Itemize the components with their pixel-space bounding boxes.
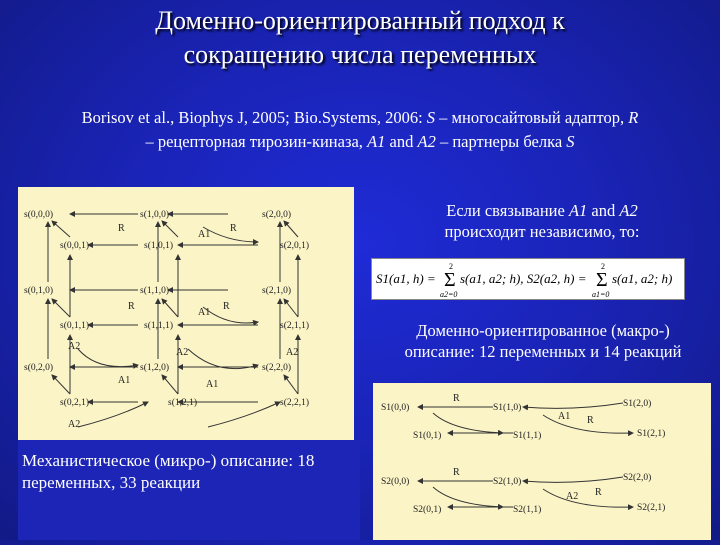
macro-s1-11: S1(1,1) (513, 431, 542, 441)
formula-term-2: s(a1, a2; h) (612, 271, 673, 286)
micro-diagram-panel (18, 187, 354, 440)
macro-diagram-panel (373, 383, 711, 540)
node-s110: s(1,1,0) (140, 286, 170, 296)
macro-line-1: Доменно-ориентированное (макро-) (416, 321, 670, 340)
subtitle-part-2: – рецепторная тирозин-киназа, (145, 132, 368, 151)
sum2-bottom: a1=0 (592, 290, 610, 299)
macro-s1-21: S1(2,1) (637, 429, 666, 439)
macro-text (370, 320, 716, 362)
edge-label-a1-1: A1 (198, 229, 211, 240)
node-s101: s(1,0,1) (144, 241, 174, 251)
slide-title (0, 4, 720, 72)
citation: Borisov et al., Biophys J, 2005; Bio.Systems, 2006: (81, 108, 423, 127)
macro-s2-00: S2(0,0) (381, 477, 410, 487)
macro-edge-labels (453, 393, 602, 502)
macro-s2-01: S2(0,1) (413, 505, 442, 515)
edge-label-a2-3: A2 (286, 347, 299, 358)
macro-s2-20: S2(2,0) (623, 473, 652, 483)
node-s001: s(0,0,1) (60, 241, 90, 251)
node-s120: s(1,2,0) (140, 363, 170, 373)
node-s100: s(1,0,0) (140, 210, 170, 220)
title-line-1: Доменно-ориентированный подход к (155, 6, 565, 35)
independence-line-1 (374, 200, 710, 221)
sum-sign-2-icon: Σ (596, 269, 608, 291)
subtitle (20, 106, 700, 154)
macro-s2-11: S2(1,1) (513, 505, 542, 515)
micro-line-1: Механистическое (микро-) описание: 18 (22, 451, 315, 470)
micro-node-labels (24, 209, 309, 408)
formula-lhs: S1(a1, h) = (376, 271, 436, 286)
macro-label-6: A2 (566, 491, 579, 502)
node-s011: s(0,1,1) (60, 321, 90, 331)
sym-a1: A1 (367, 132, 386, 151)
node-s010: s(0,1,0) (24, 286, 54, 296)
sym-r: R (628, 108, 639, 127)
sym-s: S (426, 108, 436, 127)
edge-label-r2: R (230, 223, 237, 234)
macro-s1-00: S1(0,0) (381, 403, 410, 413)
edge-label-a1-4: A1 (206, 379, 219, 390)
node-s211: s(2,1,1) (280, 321, 310, 331)
subtitle-part-1: – многосайтовый адаптор, (435, 108, 629, 127)
title-line-2: сокращению числа переменных (183, 40, 537, 69)
node-s210: s(2,1,0) (262, 286, 292, 296)
macro-diagram (373, 383, 711, 540)
macro-s2-21: S2(2,1) (637, 503, 666, 513)
macro-s1-10: S1(1,0) (493, 403, 522, 413)
edge-label-a1-2: A1 (198, 307, 211, 318)
node-s220: s(2,2,0) (262, 363, 292, 373)
macro-label-5: R (595, 487, 602, 498)
micro-description (22, 450, 362, 494)
sym-s-2: S (566, 132, 575, 151)
formula-panel (371, 258, 685, 300)
macro-node-labels (381, 398, 665, 515)
subtitle-part-3: – партнеры белка (435, 132, 567, 151)
edge-label-r1: R (118, 223, 125, 234)
edge-label-a1-3: A1 (118, 375, 131, 386)
sum1-top: 2 (449, 262, 453, 271)
macro-label-2: R (587, 415, 594, 426)
edge-label-a2-1: A2 (68, 341, 81, 352)
macro-s1-01: S1(0,1) (413, 431, 442, 441)
node-s200: s(2,0,0) (262, 210, 292, 220)
node-s201: s(2,0,1) (280, 241, 310, 251)
edge-label-r4: R (223, 301, 230, 312)
node-s111: s(1,1,1) (144, 321, 174, 331)
indep-a2: A2 (619, 201, 638, 220)
sum2-top: 2 (601, 262, 605, 271)
micro-line-2: переменных, 33 реакции (22, 473, 201, 492)
independence-line-2: происходит независимо, то: (444, 222, 640, 241)
edge-label-r3: R (128, 301, 135, 312)
independence-text (374, 200, 710, 242)
sym-a2: A2 (417, 132, 436, 151)
sum1-bottom: a2=0 (440, 290, 458, 299)
micro-diagram (18, 187, 354, 440)
sum-sign-1-icon: Σ (444, 269, 456, 291)
indep-part-a: Если связывание (446, 201, 569, 220)
macro-label-4: R (453, 467, 460, 478)
indep-and: and (587, 201, 620, 220)
node-s121: s(1,2,1) (168, 398, 198, 408)
edge-label-a2-2: A2 (176, 347, 189, 358)
macro-line-2: описание: 12 переменных и 14 реакций (404, 342, 682, 361)
macro-s2-10: S2(1,0) (493, 477, 522, 487)
node-s221: s(2,2,1) (280, 398, 310, 408)
sym-and: and (385, 132, 418, 151)
edge-label-a2-4: A2 (68, 419, 81, 430)
indep-a1: A1 (568, 201, 588, 220)
node-s020: s(0,2,0) (24, 363, 54, 373)
formula-term-1: s(a1, a2; h), S2(a2, h) = (460, 271, 587, 286)
node-s021: s(0,2,1) (60, 398, 90, 408)
node-s000: s(0,0,0) (24, 210, 54, 220)
micro-description-box (18, 440, 360, 540)
formula (372, 259, 684, 299)
macro-s1-20: S1(2,0) (623, 399, 652, 409)
macro-label-3: A1 (558, 411, 571, 422)
macro-label-1: R (453, 393, 460, 404)
